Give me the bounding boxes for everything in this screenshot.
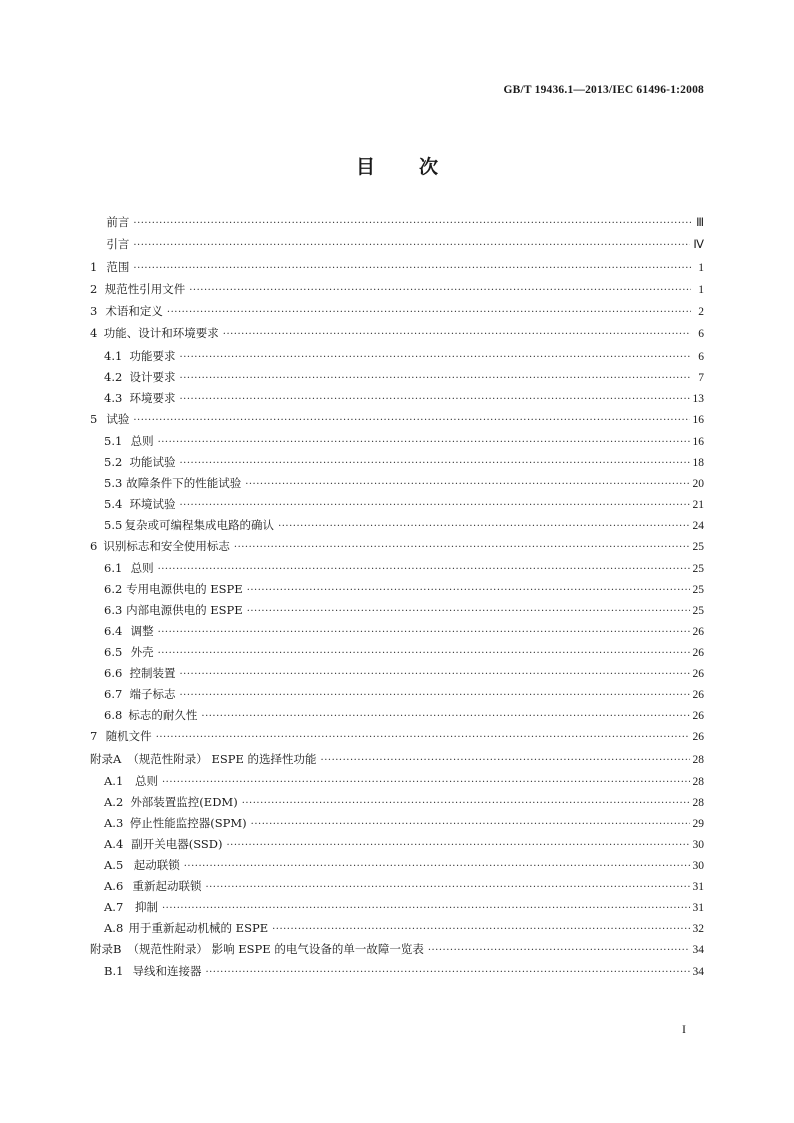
toc-entry-label: 试验 [106, 411, 130, 426]
toc-entry[interactable] [90, 475, 704, 496]
toc-entry-number: 6.4 [104, 624, 123, 639]
toc-entry-label: 端子标志 [129, 687, 176, 702]
toc-entry-page: 20 [692, 478, 704, 491]
toc-entry-page: 26 [692, 731, 704, 744]
toc-entry-number: 4 [90, 326, 98, 341]
toc-leader-dots [223, 329, 691, 340]
toc-entry[interactable] [90, 325, 704, 347]
toc-entry[interactable] [90, 259, 704, 281]
toc-entry-label: 环境要求 [129, 390, 176, 405]
toc-entry-number: 5.2 [104, 455, 123, 470]
toc-entry-number: 6.1 [104, 561, 123, 576]
toc-entry-label: 用于重新起动机械的 ESPE [128, 920, 269, 935]
toc-entry-page: 26 [692, 689, 704, 702]
toc-entry-label: 停止性能监控器(SPM) [129, 815, 247, 830]
toc-entry-page: 24 [692, 520, 704, 533]
toc-entry-page: 26 [692, 668, 704, 681]
toc-leader-dots [179, 669, 689, 680]
toc-entry[interactable] [90, 815, 704, 836]
toc-leader-dots [247, 606, 690, 617]
toc-leader-dots [167, 307, 691, 318]
toc-entry-page: 7 [698, 371, 704, 384]
toc-entry-label: 总则 [135, 773, 158, 788]
toc-entry[interactable] [90, 517, 704, 538]
toc-entry-number: A.5 [104, 857, 124, 872]
toc-entry-page: 28 [692, 796, 704, 809]
toc-entry[interactable] [90, 581, 704, 602]
toc-entry-page: 34 [692, 943, 704, 956]
toc-entry-number: 5.5 [104, 518, 123, 533]
toc-entry-number: 附录A [90, 751, 122, 766]
toc-entry-number: 6 [90, 539, 98, 554]
toc-entry[interactable] [90, 794, 704, 815]
page-title: 目次 [355, 156, 482, 178]
toc-entry[interactable] [90, 303, 704, 325]
toc-entry[interactable] [90, 433, 704, 454]
toc-entry-page: 6 [698, 328, 704, 341]
toc-entry[interactable] [90, 857, 704, 878]
toc-entry[interactable] [90, 214, 704, 236]
toc-entry-label: 起动联锁 [133, 857, 180, 872]
toc-leader-dots [205, 967, 689, 978]
toc-entry-number: 6.2 [104, 582, 123, 597]
toc-entry[interactable] [90, 236, 704, 258]
toc-entry-number: 附录B [90, 941, 122, 956]
toc-leader-dots [179, 500, 689, 511]
toc-leader-dots [179, 458, 689, 469]
toc-entry-label: 导线和连接器 [132, 964, 202, 979]
toc-leader-dots [158, 648, 690, 659]
toc-entry[interactable] [90, 751, 704, 773]
toc-entry-page: 25 [692, 541, 704, 554]
toc-entry-number: 1 [90, 259, 98, 274]
toc-entry-label: 功能要求 [129, 348, 176, 363]
toc-entry-number: 5.1 [104, 434, 123, 449]
toc-entry[interactable] [90, 836, 704, 857]
toc-entry-number: 2 [90, 281, 98, 296]
toc-entry-page: 30 [692, 838, 704, 851]
toc-entry-label: 术语和定义 [105, 304, 163, 319]
toc-leader-dots [162, 777, 690, 788]
toc-entry-label: 总则 [130, 434, 154, 449]
toc-leader-dots [156, 732, 690, 743]
toc-entry[interactable] [90, 878, 704, 899]
toc-entry-number: 3 [90, 304, 98, 319]
toc-entry-page: 16 [692, 413, 704, 426]
toc-entry[interactable] [90, 411, 704, 433]
toc-entry-label: 重新起动联锁 [132, 878, 202, 893]
toc-entry-number: 4.1 [104, 348, 123, 363]
toc-leader-dots [428, 945, 690, 956]
toc-entry-label: 抑制 [135, 899, 158, 914]
toc-entry-number: 5.3 [104, 476, 123, 491]
toc-leader-dots [133, 218, 691, 229]
toc-entry-page: 32 [692, 922, 704, 935]
toc-entry-label: （规范性附录） 影响 ESPE 的电气设备的单一故障一览表 [127, 941, 424, 956]
toc-entry-label: 专用电源供电的 ESPE [126, 582, 243, 597]
toc-entry-label: 随机文件 [105, 729, 152, 744]
toc-entry-page: 21 [692, 499, 704, 512]
toc-entry-label: 功能、设计和环境要求 [103, 326, 219, 341]
toc-leader-dots [133, 415, 689, 426]
toc-entry-page: 31 [692, 901, 704, 914]
toc-entry[interactable] [90, 773, 704, 794]
toc-entry[interactable] [90, 390, 704, 411]
toc-leader-dots [272, 924, 689, 935]
toc-entry-page: 25 [692, 584, 704, 597]
toc-leader-dots [242, 798, 690, 809]
toc-leader-dots [189, 285, 691, 296]
toc-entry-page: 26 [692, 647, 704, 660]
toc-entry-label: 复杂或可编程集成电路的确认 [124, 518, 275, 533]
toc-entry-page: 25 [692, 605, 704, 618]
toc-entry-number: 5 [90, 411, 98, 426]
toc-entry-label: 内部电源供电的 ESPE [126, 603, 243, 618]
toc-entry-label: 控制装置 [129, 666, 176, 681]
toc-entry[interactable] [90, 602, 704, 623]
toc-entry-page: 34 [692, 966, 704, 979]
toc-entry[interactable] [90, 707, 704, 728]
toc-entry[interactable] [90, 496, 704, 517]
toc-entry-page: 28 [692, 753, 704, 766]
toc-entry[interactable] [90, 899, 704, 920]
toc-leader-dots [278, 521, 689, 532]
toc-leader-dots [226, 840, 689, 851]
table-of-contents [90, 214, 704, 984]
toc-entry-number: A.8 [104, 920, 124, 935]
toc-leader-dots [234, 542, 690, 553]
toc-entry-label: 识别标志和安全使用标志 [103, 539, 230, 554]
toc-entry[interactable] [90, 963, 704, 984]
toc-entry[interactable] [90, 454, 704, 475]
toc-entry-label: 设计要求 [129, 369, 176, 384]
toc-entry-number: 6.6 [104, 666, 123, 681]
toc-entry-page: 26 [692, 710, 704, 723]
toc-leader-dots [245, 479, 689, 490]
page-folio: I [682, 1022, 686, 1036]
toc-leader-dots [184, 861, 690, 872]
toc-entry-page: 13 [692, 392, 704, 405]
toc-leader-dots [179, 394, 689, 405]
toc-leader-dots [158, 627, 690, 638]
toc-entry-label: （规范性附录） ESPE 的选择性功能 [127, 751, 317, 766]
toc-entry-number: 7 [90, 729, 98, 744]
toc-entry[interactable] [90, 348, 704, 369]
standard-code-header: GB/T 19436.1—2013/IEC 61496-1:2008 [503, 84, 704, 96]
toc-entry-page: 18 [692, 457, 704, 470]
toc-entry-number: B.1 [104, 964, 124, 979]
toc-entry-number: A.1 [104, 773, 124, 788]
toc-leader-dots [180, 352, 691, 363]
toc-entry-label: 环境试验 [129, 497, 176, 512]
toc-entry-label: 副开关电器(SSD) [131, 836, 223, 851]
toc-entry[interactable] [90, 920, 704, 941]
toc-entry[interactable] [90, 686, 704, 707]
toc-entry[interactable] [90, 644, 704, 665]
toc-leader-dots [158, 437, 690, 448]
toc-entry-label: 范围 [106, 259, 130, 274]
toc-entry-number: 5.4 [104, 497, 123, 512]
toc-entry[interactable] [90, 560, 704, 581]
toc-entry-page: Ⅳ [693, 239, 704, 252]
toc-entry-label: 前言 [106, 215, 130, 229]
toc-entry-number: A.7 [104, 899, 124, 914]
toc-entry-number: 4.3 [104, 390, 123, 405]
toc-entry-number: A.3 [104, 815, 124, 830]
toc-entry-number: 6.8 [104, 708, 123, 723]
toc-leader-dots [133, 263, 691, 274]
toc-entry-page: Ⅲ [696, 217, 704, 229]
toc-entry-page: 31 [692, 880, 704, 893]
toc-entry-label: 外部装置监控(EDM) [130, 794, 238, 809]
toc-leader-dots [180, 373, 691, 384]
toc-entry-page: 29 [692, 817, 704, 830]
toc-leader-dots [205, 882, 689, 893]
toc-entry-label: 功能试验 [129, 455, 176, 470]
toc-entry-number: 6.7 [104, 687, 123, 702]
toc-entry-page: 16 [692, 436, 704, 449]
toc-entry-number: A.4 [104, 836, 124, 851]
toc-leader-dots [251, 819, 690, 830]
toc-entry-label: 故障条件下的性能试验 [126, 476, 242, 491]
toc-entry-page: 2 [698, 306, 704, 319]
toc-entry-number: 6.5 [104, 645, 123, 660]
toc-entry-page: 28 [692, 775, 704, 788]
toc-entry-page: 25 [692, 563, 704, 576]
toc-entry-page: 1 [698, 261, 704, 274]
toc-entry-label: 总则 [130, 561, 154, 576]
toc-entry-label: 标志的耐久性 [128, 708, 198, 723]
toc-leader-dots [158, 564, 690, 575]
toc-entry-label: 引言 [106, 237, 130, 252]
toc-entry-page: 26 [692, 626, 704, 639]
toc-leader-dots [133, 240, 690, 251]
toc-leader-dots [247, 585, 690, 596]
toc-entry[interactable] [90, 538, 704, 560]
toc-entry[interactable] [90, 728, 704, 750]
toc-leader-dots [321, 755, 690, 766]
toc-entry-label: 调整 [130, 624, 154, 639]
toc-entry-label: 规范性引用文件 [104, 281, 186, 296]
toc-entry-number: 6.3 [104, 603, 123, 618]
toc-entry-page: 6 [698, 350, 704, 363]
toc-entry-page: 1 [698, 283, 704, 296]
toc-entry[interactable] [90, 665, 704, 686]
toc-entry[interactable] [90, 623, 704, 644]
toc-entry[interactable] [90, 369, 704, 390]
toc-entry[interactable] [90, 281, 704, 303]
toc-entry-number: A.6 [104, 878, 124, 893]
toc-entry-label: 外壳 [130, 645, 154, 660]
toc-entry-page: 30 [692, 859, 704, 872]
toc-leader-dots [162, 903, 690, 914]
toc-entry-number: A.2 [104, 794, 124, 809]
toc-entry[interactable] [90, 941, 704, 963]
toc-leader-dots [179, 690, 689, 701]
toc-leader-dots [201, 711, 689, 722]
toc-entry-number: 4.2 [104, 369, 123, 384]
